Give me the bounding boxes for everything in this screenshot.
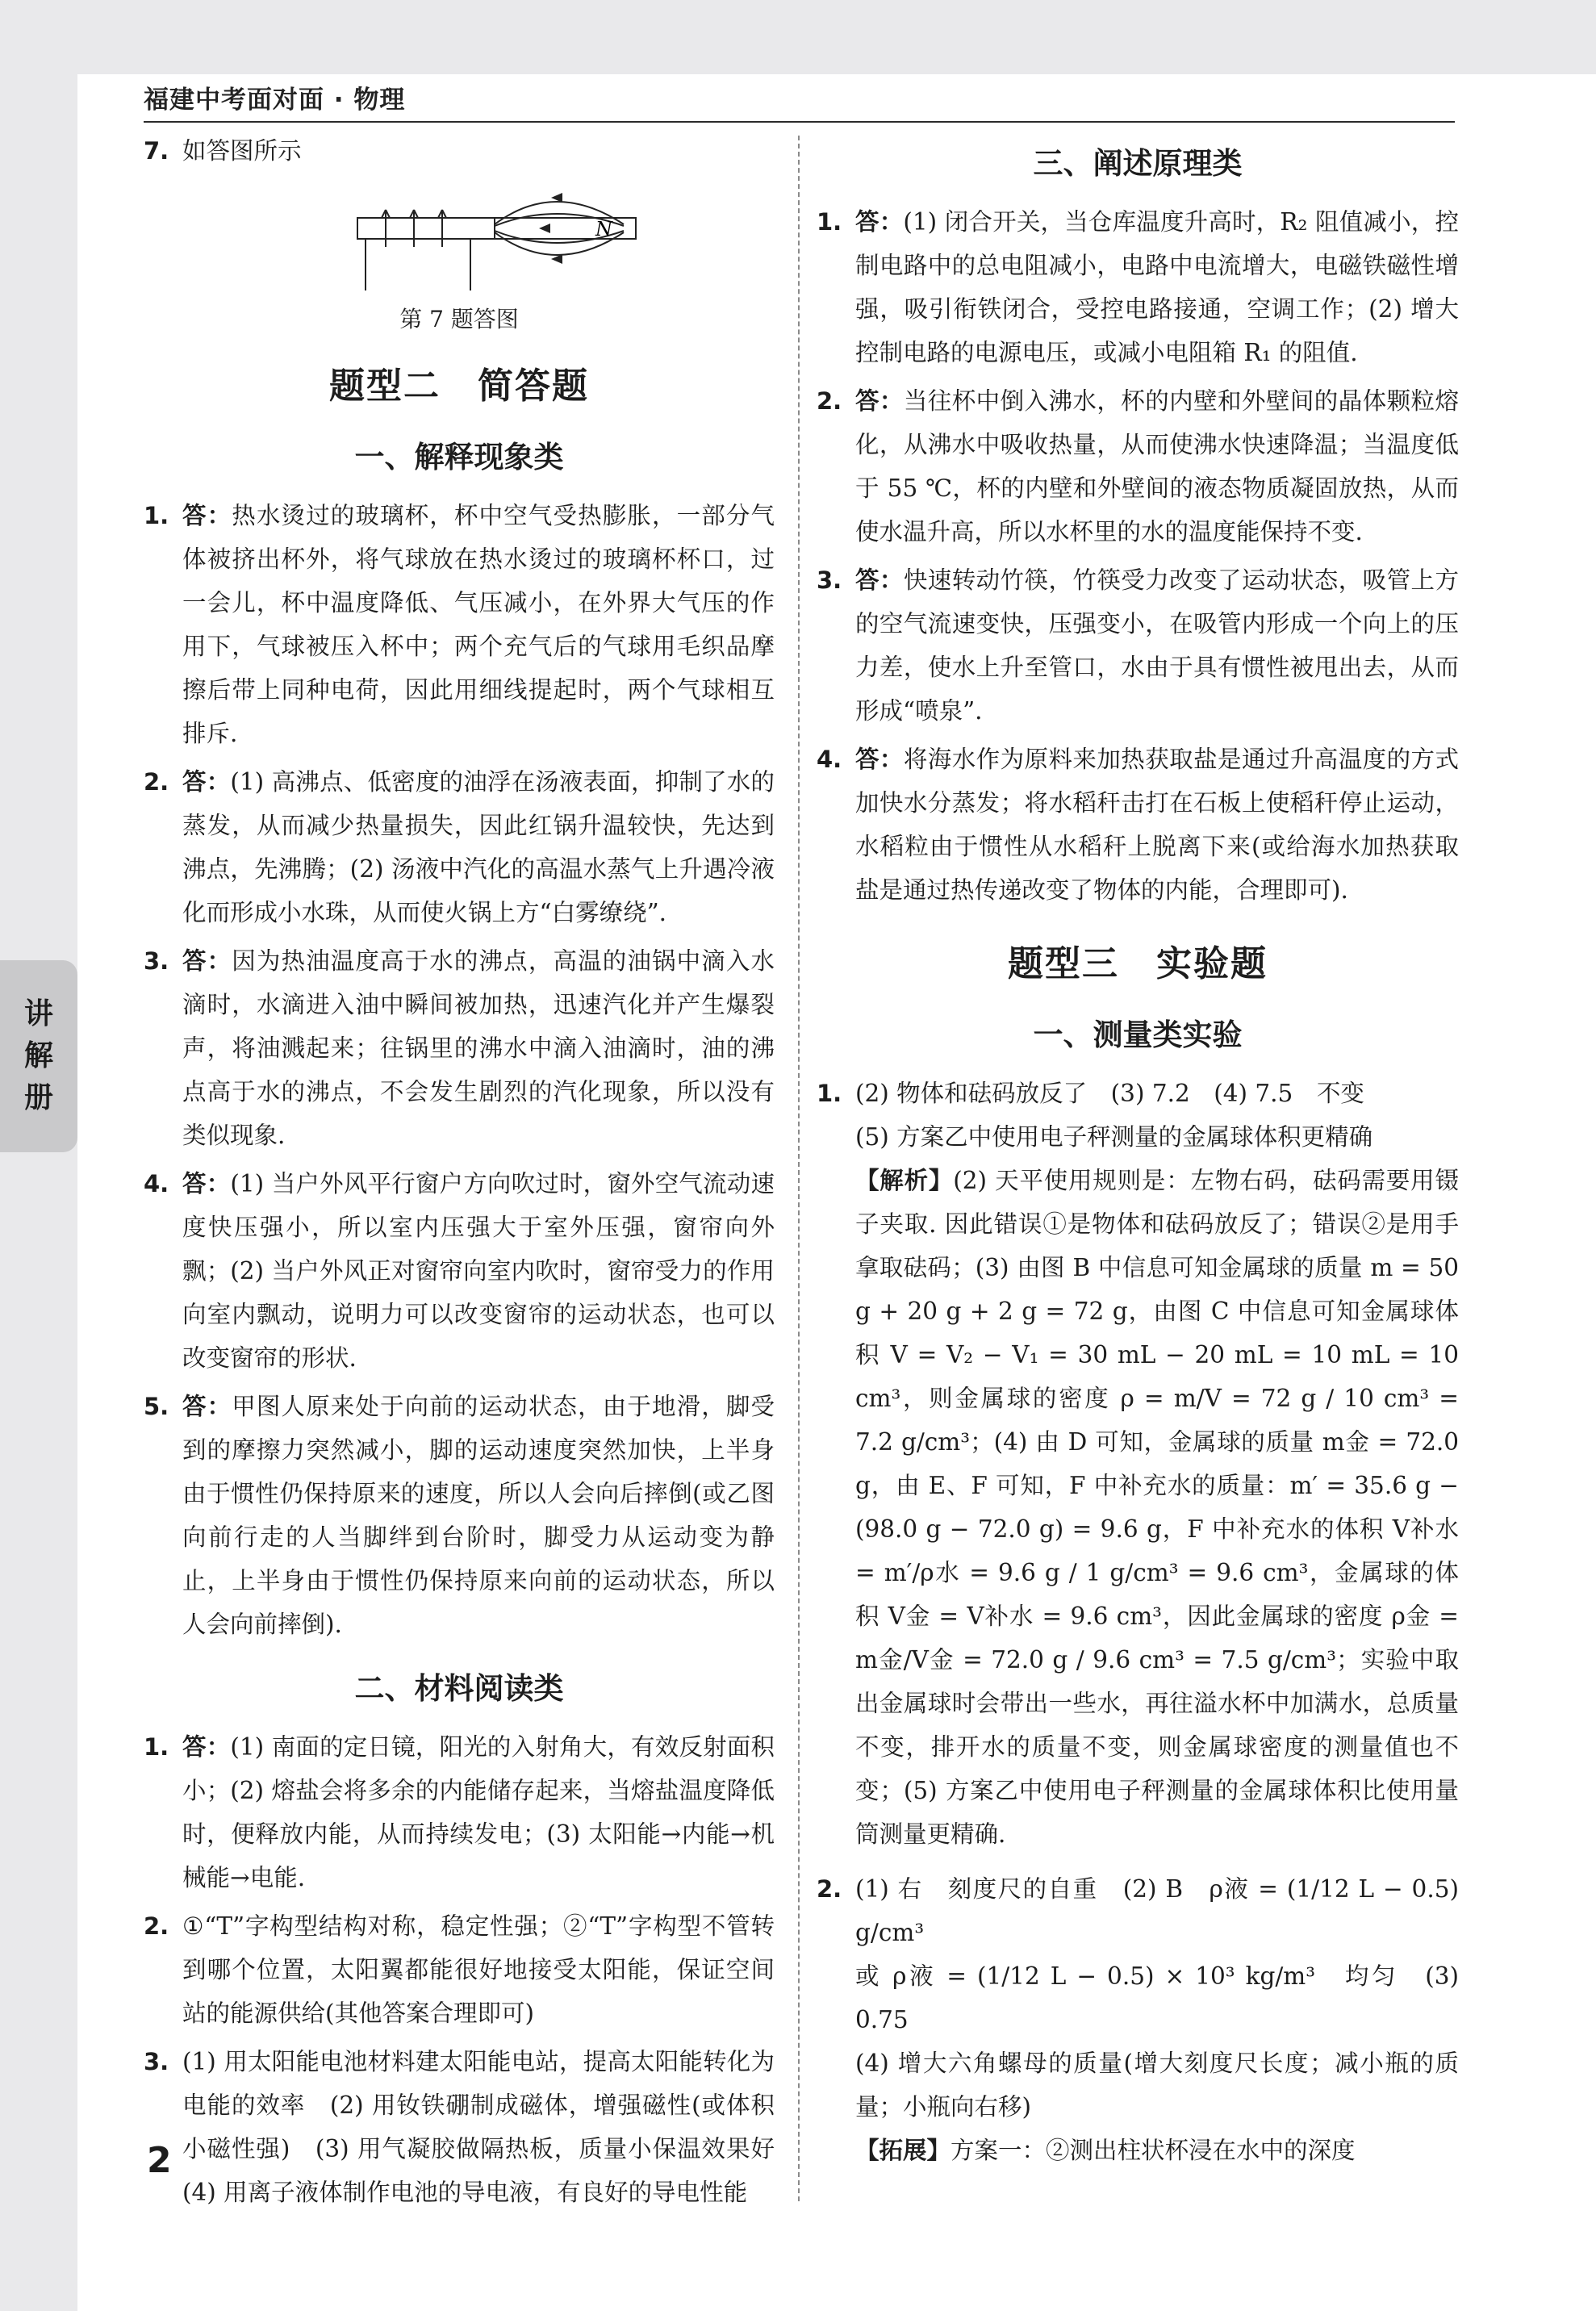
item-text: 将海水作为原料来加热获取盐是通过升高温度的方式加快水分蒸发；将水稻秆击打在石板上使稻秆停止运动，水稻粒由于惯性从水稻秆上脱离下来(或给海水加热获取盐是通过热传递改变了物体的内能，合理即可). [855, 746, 1459, 904]
answer-item [144, 1385, 775, 1646]
side-tab-char-2: 解 [23, 1039, 53, 1072]
running-header: 福建中考面对面 · 物理 [144, 86, 406, 115]
answer-label: 答： [182, 1733, 231, 1761]
side-tab-char-3: 册 [23, 1081, 53, 1114]
answer-item [144, 1162, 775, 1380]
field-arrow-3 [539, 224, 550, 233]
subsection-title: 三、阐述原理类 [1033, 146, 1243, 181]
item-text: 快速转动竹筷，竹筷受力改变了运动状态，吸管上方的空气流速变快，压强变小，在吸管内形成一个向上的压力差，使水上升至管口，水由于具有惯性被甩出去，从而形成“喷泉”. [855, 566, 1459, 725]
answer-label: 答： [855, 387, 904, 415]
answer-label: 答： [182, 768, 231, 796]
answer-item [144, 1725, 775, 1899]
solenoid-figure [144, 178, 775, 299]
page-number: 2 [147, 2140, 172, 2181]
north-pole-label: N [595, 218, 612, 240]
item-text: 甲图人原来处于向前的运动状态，由于地滑，脚受到的摩擦力突然减小，脚的运动速度突然加快，上半身由于惯性仍保持原来的速度，所以人会向后摔倒(或乙图向前行走的人当脚绊到台阶时，脚受力从运动变为静止，上半身由于惯性仍保持原来向前的运动状态，所以人会向前摔倒). [182, 1393, 775, 1638]
item-text: 因为热油温度高于水的沸点，高温的油锅中滴入水滴时，水滴进入油中瞬间被加热，迅速汽化并产生爆裂声，将油溅起来；往锅里的沸水中滴入油滴时，油的沸点高于水的沸点，不会发生剧烈的汽化现象，所以没有类似现象. [182, 947, 775, 1149]
extension-label: 【拓展】 [855, 2137, 951, 2164]
magnet-diagram [349, 178, 704, 299]
answer-item [144, 494, 775, 755]
answer-label: 答： [855, 566, 904, 594]
answer-item [144, 129, 775, 173]
answer-item [144, 1904, 775, 2035]
item-number: 1. [817, 208, 842, 236]
side-tab-char-1: 讲 [23, 997, 53, 1030]
answer-label: 答： [855, 208, 904, 236]
bar-outline [357, 218, 636, 239]
coil-3 [438, 210, 446, 247]
subsection-title: 二、材料阅读类 [354, 1671, 564, 1706]
item-number: 3. [144, 2048, 169, 2075]
item-text: 如答图所示 [182, 137, 302, 165]
header-rule [144, 121, 1455, 123]
item-number: 1. [817, 1080, 842, 1107]
item-number: 2. [144, 768, 169, 796]
analysis-text: (2) 天平使用规则是：左物右码，砝码需要用镊子夹取. 因此错误①是物体和砝码放反了；错误②是用手拿取砝码；(3) 由图 B 中信息可知金属球的质量 m = 50 g + 20 g + 2 g = 72 g，由图 C 中信息可知金属球体积 V = V₂ − V₁ = 30 mL − 20 mL = 10 mL = 10 cm³，则金属球的密度 ρ = m/V = 72 g / 10 cm³ = 7.2 g/cm³；(4) 由 D 可知，金属球的质量 m金 = 72.0 g，由 E、F 可知，F 中补充水的质量：m′ = 35.6 g − (98.0 g − 72.0 g) = 9.6 g，F 中补充水的体积 V补水 = m′/ρ水 = 9.6 g / 1 g/cm³ = 9.6 cm³，金属球的体积 V金 = V补水 = 9.6 cm³，因此金属球的密度 ρ金 = m金/V金 = 72.0 g / 9.6 cm³ = 7.5 g/cm³；实验中取出金属球时会带出一些水，再往溢水杯中加满水，总质量不变，排开水的质量不变，则金属球密度的测量值也不变；(5) 方案乙中使用电子秤测量的金属球体积比使用量筒测量更精确. [855, 1167, 1459, 1848]
answer-line: (1) 右 刻度尺的自重 (2) B ρ液 = (1/12 L − 0.5) g/cm³ [855, 1875, 1459, 1946]
answer-item [817, 200, 1459, 374]
right-column [817, 129, 1459, 2177]
item-text: (1) 南面的定日镜，阳光的入射角大，有效反射面积小；(2) 熔盐会将多余的内能储存起来，当熔盐温度降低时，便释放内能，从而持续发电；(3) 太阳能→内能→机械能→电能. [182, 1733, 775, 1891]
answer-label: 答： [182, 1170, 231, 1197]
answer-item [817, 1072, 1459, 1856]
item-number: 7. [144, 137, 169, 165]
answer-line: 或 ρ液 = (1/12 L − 0.5) × 10³ kg/m³ 均匀 (3) 0.75 [855, 1962, 1459, 2033]
item-text: 当往杯中倒入沸水，杯的内壁和外壁间的晶体颗粒熔化，从沸水中吸收热量，从而使沸水快速降温；当温度低于 55 ℃，杯的内壁和外壁间的液态物质凝固放热，从而使水温升高，所以水杯里的水的温度能保持不变. [855, 387, 1459, 545]
answer-label: 答： [182, 502, 232, 529]
item-text: (1) 当户外风平行窗户方向吹过时，窗外空气流动速度快压强小，所以室内压强大于室外压强，窗帘向外飘；(2) 当户外风正对窗帘向室内吹时，窗帘受力的作用向室内飘动，说明力可以改变窗帘的运动状态，也可以改变窗帘的形状. [182, 1170, 775, 1372]
item-number: 2. [817, 1875, 842, 1903]
left-column [144, 129, 799, 2219]
answer-line: (4) 增大六角螺母的质量(增大刻度尺长度；减小瓶的质量；小瓶向右移) [855, 2050, 1459, 2121]
item-number: 2. [817, 387, 842, 415]
side-tab [0, 960, 77, 1152]
item-number: 3. [817, 566, 842, 594]
item-number: 2. [144, 1912, 169, 1940]
item-number: 4. [817, 746, 842, 773]
figure-caption: 第 7 题答图 [399, 306, 519, 332]
section-title: 题型三 实验题 [1008, 943, 1268, 984]
item-number: 4. [144, 1170, 169, 1197]
subsection-title: 一、测量类实验 [1033, 1018, 1243, 1052]
coil-2 [410, 210, 418, 247]
item-text: ①“T”字构型结构对称，稳定性强；②“T”字构型不管转到哪个位置，太阳翼都能很好地接受太阳能，保证空间站的能源供给(其他答案合理即可) [182, 1912, 775, 2027]
section-title: 题型二 简答题 [329, 366, 589, 407]
answer-label: 答： [855, 746, 904, 773]
extension-text: 方案一：②测出柱状杯浸在水中的深度 [950, 2137, 1356, 2164]
answer-item [817, 738, 1459, 912]
answer-line: (2) 物体和砝码放反了 (3) 7.2 (4) 7.5 不变 [855, 1080, 1364, 1107]
answer-item [817, 1867, 1459, 2172]
answer-line: (5) 方案乙中使用电子秤测量的金属球体积更精确 [855, 1123, 1373, 1151]
item-text: (1) 用太阳能电池材料建太阳能电站，提高太阳能转化为电能的效率 (2) 用钕铁硼制成磁体，增强磁性(或体积小磁性强) (3) 用气凝胶做隔热板，质量小保温效果好 (4) 用离子液体制作电池的导电液，有良好的导电性能 [182, 2048, 799, 2206]
analysis-label: 【解析】 [855, 1167, 954, 1194]
item-text: (1) 闭合开关，当仓库温度升高时，R₂ 阻值减小，控制电路中的总电阻减小，电路中电流增大，电磁铁磁性增强，吸引衔铁闭合，受控电路接通，空调工作；(2) 增大控制电路的电源电压，或减小电阻箱 R₁ 的阻值. [855, 208, 1459, 366]
answer-item [144, 2040, 799, 2214]
answer-item [817, 379, 1459, 554]
answer-label: 答： [182, 947, 232, 975]
coil-1 [382, 210, 390, 247]
item-number: 1. [144, 1733, 169, 1761]
item-number: 1. [144, 502, 169, 529]
answer-item [817, 558, 1459, 733]
column-divider [798, 136, 800, 2201]
subsection-title: 一、解释现象类 [354, 440, 564, 474]
item-number: 5. [144, 1393, 169, 1420]
item-text: 热水烫过的玻璃杯，杯中空气受热膨胀，一部分气体被挤出杯外，将气球放在热水烫过的玻璃杯杯口，过一会儿，杯中温度降低、气压减小，在外界大气压的作用下，气球被压入杯中；两个充气后的气球用毛织品摩擦后带上同种电荷，因此用细线提起时，两个气球相互排斥. [182, 502, 775, 747]
item-number: 3. [144, 947, 169, 975]
item-text: (1) 高沸点、低密度的油浮在汤液表面，抑制了水的蒸发，从而减少热量损失，因此红锅升温较快，先达到沸点，先沸腾；(2) 汤液中汽化的高温水蒸气上升遇冷液化而形成小水珠，从而使火锅上方“白雾缭绕”. [182, 768, 775, 926]
answer-label: 答： [182, 1393, 232, 1420]
answer-item [144, 939, 775, 1157]
answer-item [144, 760, 775, 934]
